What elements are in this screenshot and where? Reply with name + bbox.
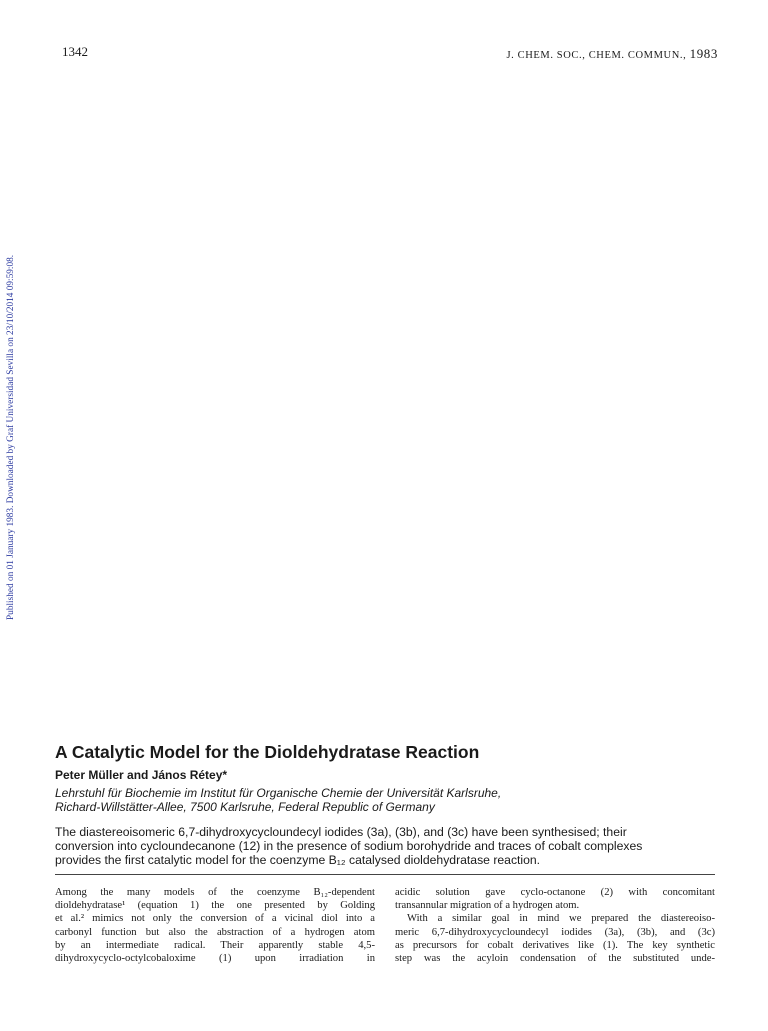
section-divider <box>55 874 715 875</box>
body-column-left <box>55 886 375 965</box>
page-number: 1342 <box>62 44 88 59</box>
body-line: et al.² mimics not only the conversion of a vicinal diol into a <box>55 913 375 925</box>
body-line: transannular migration of a hydrogen atom. <box>395 900 580 912</box>
body-line: carbonyl function but also the abstraction of a hydrogen atom <box>55 926 375 938</box>
body-line: as precursors for cobalt derivatives like (1). The key synthetic <box>395 939 715 951</box>
abstract <box>55 825 727 867</box>
body-line: by an intermediate radical. Their apparently stable 4,5- <box>55 939 375 951</box>
article-authors: Peter Müller and János Rétey* <box>55 768 228 782</box>
body-line: step was the acyloin condensation of the substituted unde- <box>395 953 715 965</box>
running-head <box>506 46 718 62</box>
affiliation-line: Richard-Willstätter-Allee, 7500 Karlsruhe, Federal Republic of Germany <box>55 800 435 814</box>
journal-year: 1983 <box>689 46 718 61</box>
body-line: dihydroxycyclo-octylcobaloxime (1) upon irradiation in <box>55 953 375 965</box>
journal-name: J. CHEM. SOC., CHEM. COMMUN., <box>506 50 687 61</box>
body-line: meric 6,7-dihydroxycycloundecyl iodides (3a), (3b), and (3c) <box>395 926 715 938</box>
body-line: With a similar goal in mind we prepared the diastereoiso- <box>407 913 715 925</box>
body-line: dioldehydratase¹ (equation 1) the one presented by Golding <box>55 900 375 912</box>
download-watermark: Published on 01 January 1983. Downloaded by Graf Universidad Sevilla on 23/10/2014 09:59:08. <box>6 254 16 620</box>
body-column-right <box>395 886 715 965</box>
abstract-line: provides the first catalytic model for the coenzyme B₁₂ catalysed dioldehydratase reaction. <box>55 853 541 867</box>
body-line: acidic solution gave cyclo-octanone (2) with concomitant <box>395 887 715 898</box>
affiliation-line: Lehrstuhl für Biochemie im Institut für Organische Chemie der Universität Karlsruhe, <box>55 786 502 800</box>
abstract-line: conversion into cycloundecanone (12) in the presence of sodium borohydride and traces of cobalt complexes <box>55 839 643 853</box>
abstract-line: The diastereoisomeric 6,7-dihydroxycycloundecyl iodides (3a), (3b), and (3c) have been synthesised; their <box>55 825 627 839</box>
article-title: A Catalytic Model for the Dioldehydratase Reaction <box>55 742 480 762</box>
body-line: Among the many models of the coenzyme B₁₂-dependent <box>55 887 375 898</box>
affiliation <box>55 786 501 814</box>
